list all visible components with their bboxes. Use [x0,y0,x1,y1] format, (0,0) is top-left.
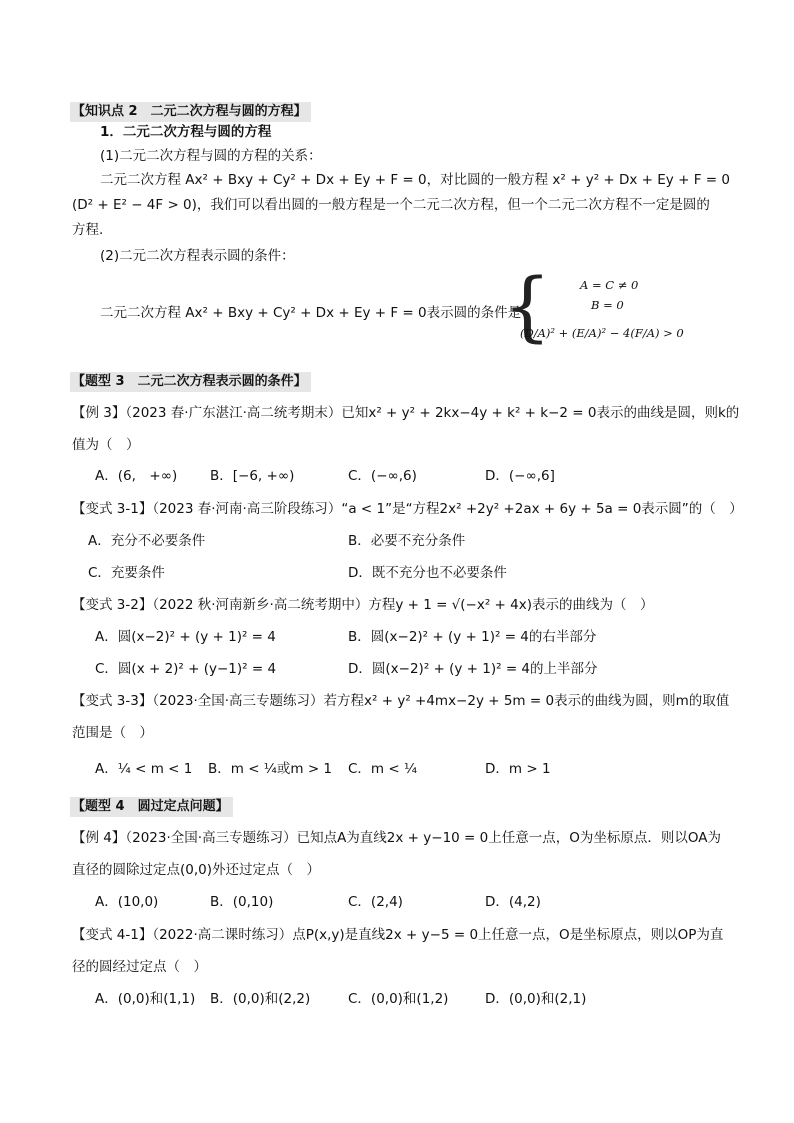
ex3-option-d: D．(−∞,6] [485,468,555,484]
kp2-sub2: (2)二元二次方程表示圆的条件： [100,248,295,264]
ex3-option-c: C．(−∞,6) [348,468,417,484]
kp2-condition-left: 二元二次方程 Ax² + Bxy + Cy² + Dx + Ey + F = 0表示圆的条件是 [100,305,522,321]
v33-option-b: B．m < ¼或m > 1 [208,761,333,777]
v32-option-d: D．圆(x−2)² + (y + 1)² = 4的上半部分 [348,661,598,677]
kp2-line1: 二元二次方程 Ax² + Bxy + Cy² + Dx + Ey + F = 0，对比圆的一般方程 x² + y² + Dx + Ey + F = 0 [100,172,730,188]
ex3-option-a: A．(6, +∞) [95,468,178,484]
v41-line1: 【变式 4-1】（2022·高二课时练习）点P(x,y)是直线2x + y−5 = 0上任意一点，O是坐标原点，则以OP为直 [72,927,724,943]
kp2-header: 【知识点 2 二元二次方程与圆的方程】 [70,102,311,122]
v41-line2: 径的圆经过定点（ ） [72,959,207,975]
ex4-option-a: A．(10,0) [95,894,159,910]
ex4-option-b: B．(0,10) [210,894,274,910]
ex3-line1: 【例 3】（2023 春·广东湛江·高二统考期末）已知x² + y² + 2kx−4y + k² + k−2 = 0表示的曲线是圆，则k的 [72,405,740,421]
v31-option-b: B．必要不充分条件 [348,533,466,549]
kp2-line2: (D² + E² − 4F > 0)，我们可以看出圆的一般方程是一个二元二次方程，但一个二元二次方程不一定是圆的 [72,197,710,213]
v32-option-b: B．圆(x−2)² + (y + 1)² = 4的右半部分 [348,629,597,645]
t4-header: 【题型 4 圆过定点问题】 [70,797,233,817]
ex4-option-c: C．(2,4) [348,894,403,910]
v33-option-a: A．¼ < m < 1 [95,761,193,777]
v33-option-c: C．m < ¼ [348,761,418,777]
left-brace: { [503,261,552,350]
v31-option-d: D．既不充分也不必要条件 [348,565,507,581]
kp2-line3: 方程. [72,222,104,238]
v41-option-b: B．(0,0)和(2,2) [210,991,311,1007]
ex3-option-b: B．[−6, +∞) [210,468,295,484]
v41-option-d: D．(0,0)和(2,1) [485,991,587,1007]
v32-option-a: A．圆(x−2)² + (y + 1)² = 4 [95,629,276,645]
v33-line1: 【变式 3-3】（2023·全国·高三专题练习）若方程x² + y² +4mx−2y + 5m = 0表示的曲线为圆，则m的取值 [72,693,730,709]
v31-question: 【变式 3-1】（2023 春·河南·高三阶段练习）“a < 1”是“方程2x² +2y² +2ax + 6y + 5a = 0表示圆”的（ ） [72,501,743,517]
t3-header: 【题型 3 二元二次方程表示圆的条件】 [70,372,311,392]
ex4-line1: 【例 4】（2023·全国·高三专题练习）已知点A为直线2x + y−10 = 0上任意一点，O为坐标原点．则以OA为 [72,830,721,846]
ex3-line2: 值为（ ） [72,437,140,453]
v32-question: 【变式 3-2】（2022 秋·河南新乡·高二统考期中）方程y + 1 = √(−x² + 4x)表示的曲线为（ ） [72,597,654,613]
v41-option-a: A．(0,0)和(1,1) [95,991,196,1007]
ex4-line2: 直径的圆除过定点(0,0)外还过定点（ ） [72,862,321,878]
cond-discriminant: (D/A)² + (E/A)² − 4(F/A) > 0 [520,326,684,340]
kp2-title: 1．二元二次方程与圆的方程 [100,124,272,140]
v32-option-c: C．圆(x + 2)² + (y−1)² = 4 [95,661,277,677]
ex4-option-d: D．(4,2) [485,894,541,910]
cond-a-equals-c: A = C ≠ 0 [580,278,639,292]
v33-option-d: D．m > 1 [485,761,551,777]
v31-option-a: A．充分不必要条件 [88,533,206,549]
v33-line2: 范围是（ ） [72,725,153,741]
kp2-sub1: (1)二元二次方程与圆的方程的关系： [100,148,322,164]
v31-option-c: C．充要条件 [88,565,165,581]
v41-option-c: C．(0,0)和(1,2) [348,991,449,1007]
cond-b-zero: B = 0 [591,298,624,312]
